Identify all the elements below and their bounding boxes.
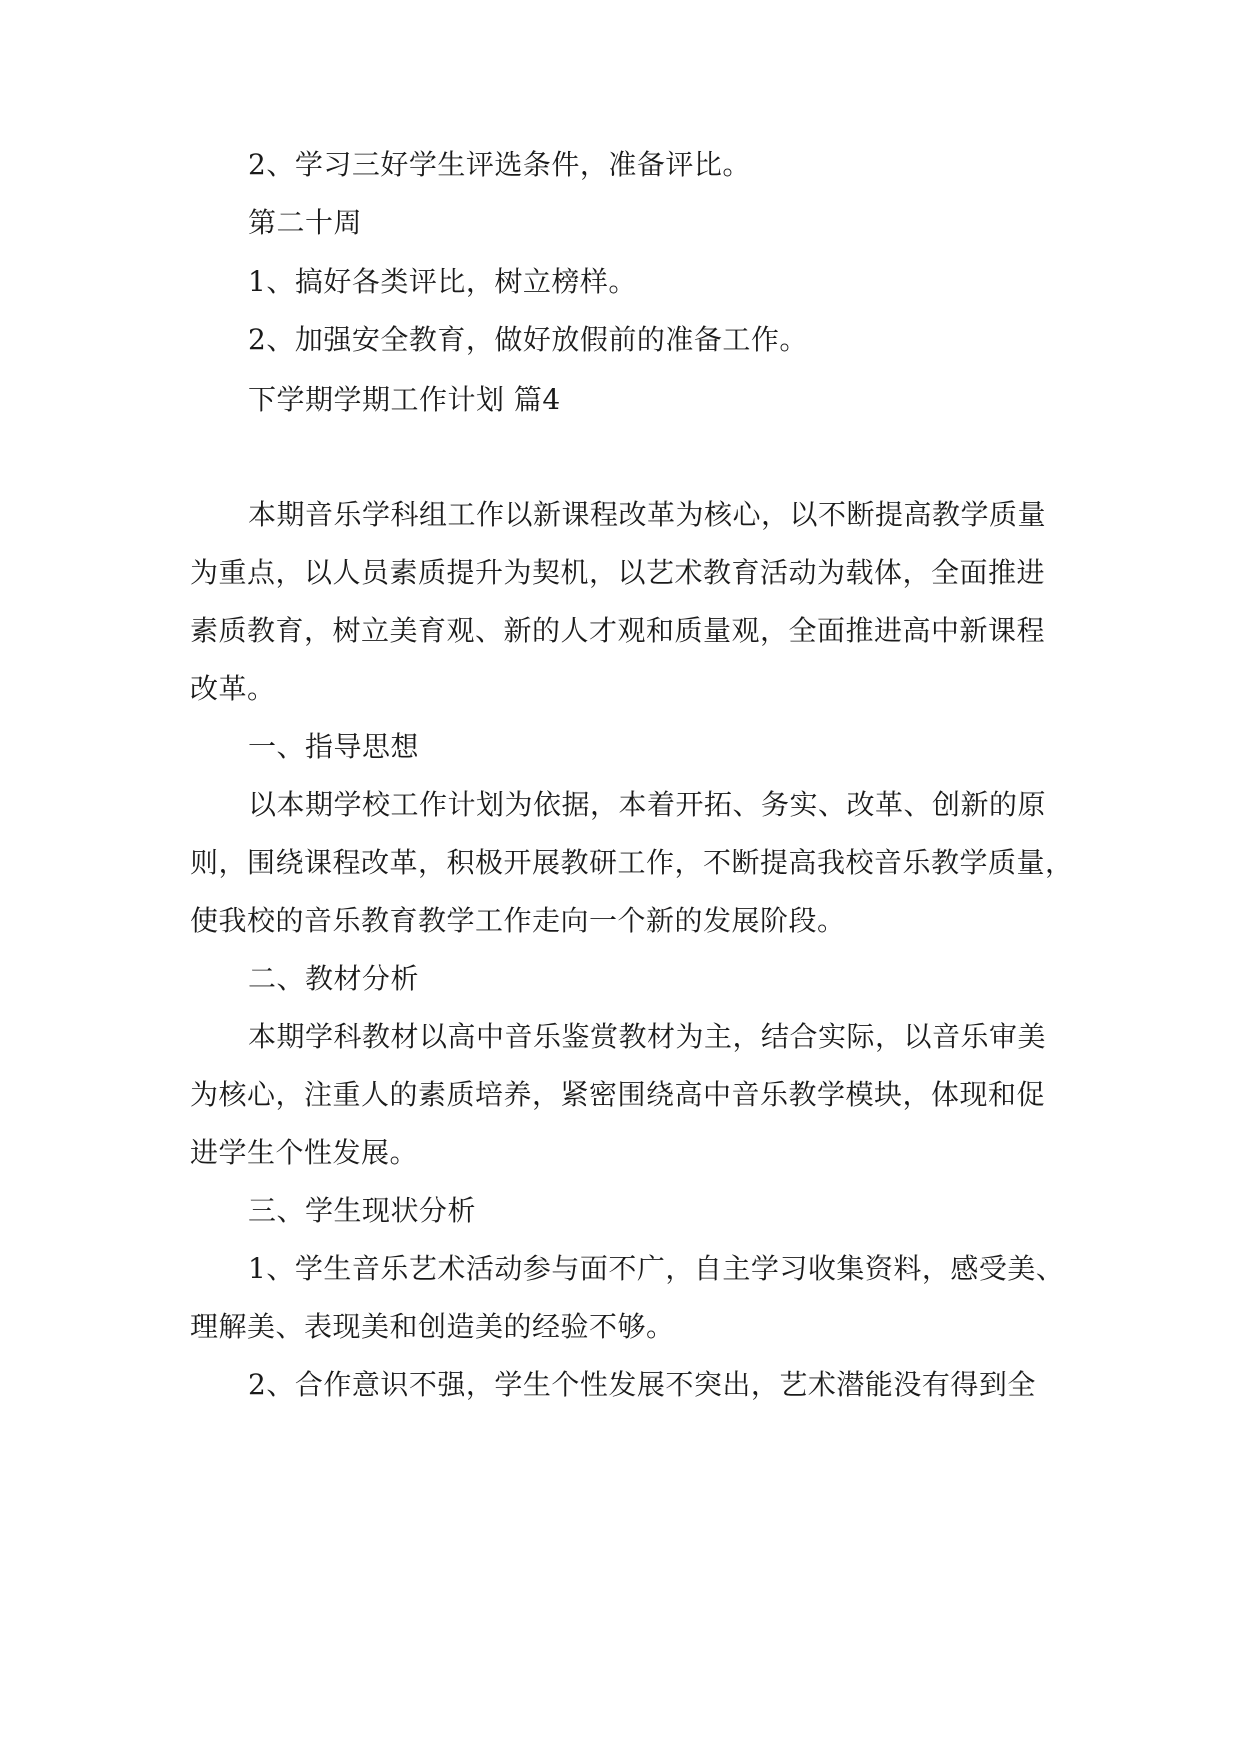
paragraph-line: 2、合作意识不强，学生个性发展不突出，艺术潜能没有得到全 bbox=[248, 1368, 1036, 1401]
paragraph-line: 以本期学校工作计划为依据，本着开拓、务实、改革、创新的原 bbox=[248, 788, 1047, 821]
paragraph-line: 改革。 bbox=[190, 672, 276, 705]
paragraph-line: 理解美、表现美和创造美的经验不够。 bbox=[190, 1310, 675, 1343]
section-heading: 二、教材分析 bbox=[248, 962, 420, 995]
section-heading: 一、指导思想 bbox=[248, 730, 420, 763]
paragraph-line: 则，围绕课程改革，积极开展教研工作，不断提高我校音乐教学质量， bbox=[190, 846, 1074, 879]
paragraph-line: 使我校的音乐教育教学工作走向一个新的发展阶段。 bbox=[190, 904, 846, 937]
paragraph-line: 本期学科教材以高中音乐鉴赏教材为主，结合实际，以音乐审美 bbox=[248, 1020, 1047, 1053]
paragraph-line: 为重点，以人员素质提升为契机，以艺术教育活动为载体，全面推进 bbox=[190, 556, 1046, 589]
paragraph-line: 1、学生音乐艺术活动参与面不广，自主学习收集资料，感受美、 bbox=[248, 1252, 1065, 1285]
paragraph-line: 素质教育，树立美育观、新的人才观和质量观，全面推进高中新课程 bbox=[190, 614, 1046, 647]
text-line: 1、搞好各类评比，树立榜样。 bbox=[248, 265, 637, 298]
paragraph-line: 为核心，注重人的素质培养，紧密围绕高中音乐教学模块，体现和促 bbox=[190, 1078, 1046, 1111]
text-line: 2、学习三好学生评选条件，准备评比。 bbox=[248, 148, 751, 181]
section-heading: 三、学生现状分析 bbox=[248, 1194, 477, 1227]
text-line: 2、加强安全教育，做好放假前的准备工作。 bbox=[248, 323, 808, 356]
paragraph-line: 本期音乐学科组工作以新课程改革为核心，以不断提高教学质量 bbox=[248, 498, 1047, 531]
paragraph-line: 进学生个性发展。 bbox=[190, 1136, 419, 1169]
week-heading: 第二十周 bbox=[248, 206, 363, 239]
section-title: 下学期学期工作计划 篇4 bbox=[248, 383, 561, 416]
